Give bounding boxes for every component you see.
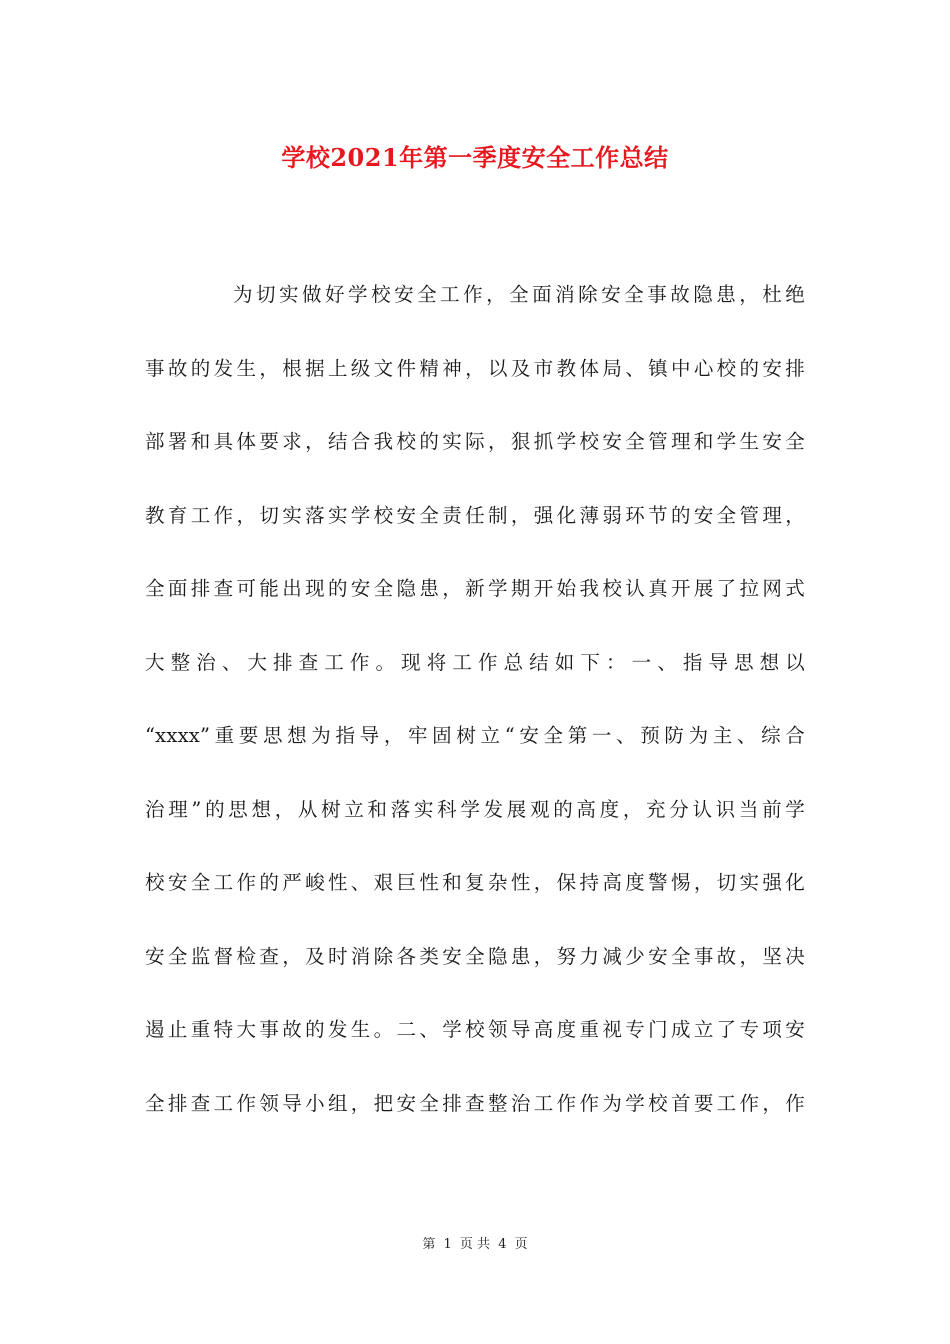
body-line: “xxxx”重要思想为指导，牢固树立“安全第一、预防为主、综合 <box>145 724 805 747</box>
document-title: 学校2021年第一季度安全工作总结 <box>281 143 669 172</box>
footer-suffix: 页 <box>514 1237 528 1252</box>
footer-page-number: 1 <box>443 1237 452 1252</box>
footer-prefix: 第 <box>422 1237 436 1252</box>
body-line: 遏止重特大事故的发生。二、学校领导高度重视专门成立了专项安 <box>145 1018 805 1041</box>
footer-total-pages: 4 <box>498 1237 507 1252</box>
body-line: 大整治、大排查工作。现将工作总结如下：一、指导思想以 <box>145 650 805 674</box>
body-line: 治理”的思想，从树立和落实科学发展观的高度，充分认识当前学 <box>145 797 805 821</box>
body-line: 部署和具体要求，结合我校的实际，狠抓学校安全管理和学生安全 <box>145 430 805 453</box>
body-line: 为切实做好学校安全工作，全面消除安全事故隐患，杜绝 <box>233 283 805 306</box>
page-footer <box>0 1233 950 1252</box>
body-line: 全面排查可能出现的安全隐患，新学期开始我校认真开展了拉网式 <box>145 577 805 600</box>
footer-mid: 页 共 <box>459 1237 491 1252</box>
body-line: 教育工作，切实落实学校安全责任制，强化薄弱环节的安全管理， <box>145 503 805 527</box>
document-body <box>145 278 805 1160</box>
body-line: 校安全工作的严峻性、艰巨性和复杂性，保持高度警惕，切实强化 <box>145 871 805 894</box>
body-line: 全排查工作领导小组，把安全排查整治工作作为学校首要工作，作 <box>145 1091 805 1115</box>
body-line: 事故的发生，根据上级文件精神，以及市教体局、镇中心校的安排 <box>145 356 805 380</box>
body-line: 安全监督检查，及时消除各类安全隐患，努力减少安全事故，坚决 <box>145 944 805 968</box>
